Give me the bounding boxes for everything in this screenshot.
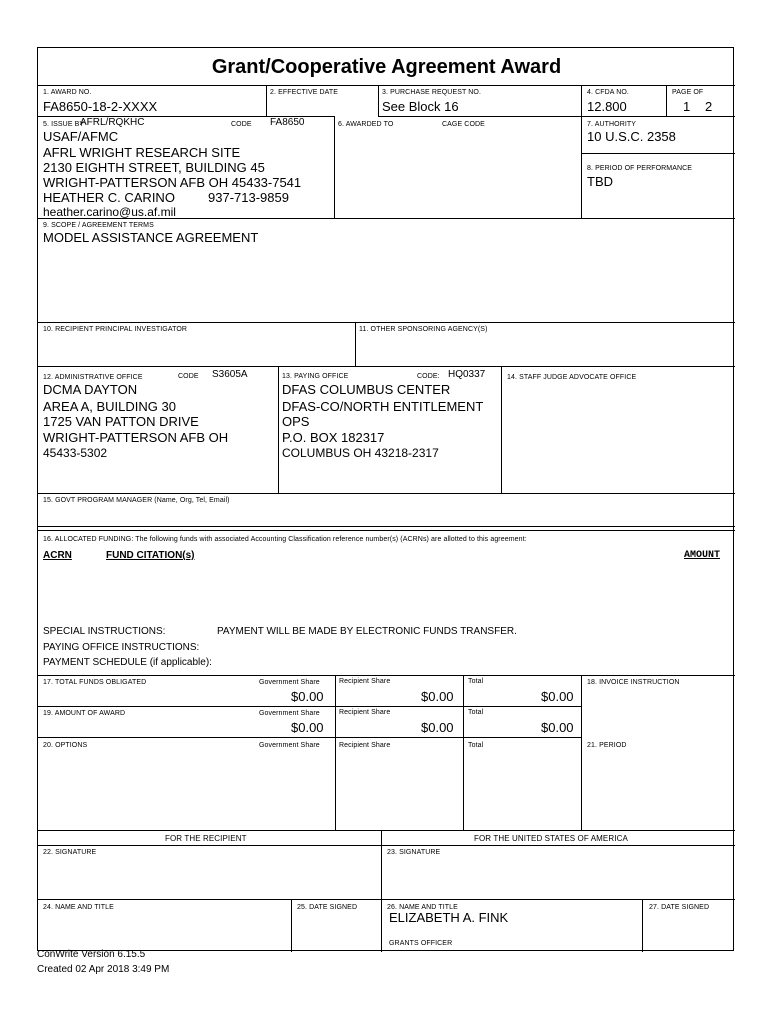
awarded-to-label: 6. AWARDED TO bbox=[338, 121, 394, 128]
scope-label: 9. SCOPE / AGREEMENT TERMS bbox=[43, 222, 154, 229]
scope-value: MODEL ASSISTANCE AGREEMENT bbox=[43, 230, 259, 245]
page-total: 2 bbox=[705, 99, 713, 114]
staff-judge-label: 14. STAFF JUDGE ADVOCATE OFFICE bbox=[507, 374, 637, 381]
award-gov-share: $0.00 bbox=[291, 720, 324, 735]
issue-by-office: AFRL/RQKHC bbox=[80, 117, 145, 128]
special-instructions-label: SPECIAL INSTRUCTIONS: bbox=[43, 626, 166, 637]
conwrite-version: ConWrite Version 6.15.5 bbox=[37, 949, 146, 960]
effective-date-label: 2. EFFECTIVE DATE bbox=[270, 89, 339, 96]
divider bbox=[642, 899, 643, 952]
divider bbox=[463, 675, 464, 830]
invoice-instruction-label: 18. INVOICE INSTRUCTION bbox=[587, 679, 680, 686]
issue-by-code-label: CODE bbox=[231, 121, 252, 128]
authority-value: 10 U.S.C. 2358 bbox=[587, 129, 676, 144]
paying-line: OPS bbox=[282, 414, 310, 429]
paying-office-label: 13. PAYING OFFICE bbox=[282, 373, 349, 380]
award-no-value: FA8650-18-2-XXXX bbox=[43, 99, 158, 114]
issue-by-line: AFRL WRIGHT RESEARCH SITE bbox=[43, 145, 241, 160]
divider bbox=[501, 366, 502, 493]
issue-by-email: heather.carino@us.af.mil bbox=[43, 205, 176, 219]
divider bbox=[581, 85, 582, 218]
cage-code-label: CAGE CODE bbox=[442, 121, 485, 128]
award-no-label: 1. AWARD NO. bbox=[43, 89, 92, 96]
divider bbox=[378, 85, 379, 116]
divider bbox=[278, 366, 279, 493]
admin-office-label: 12. ADMINISTRATIVE OFFICE bbox=[43, 374, 143, 381]
principal-investigator-label: 10. RECIPIENT PRINCIPAL INVESTIGATOR bbox=[43, 326, 188, 333]
divider bbox=[38, 706, 581, 707]
amount-of-award-label: 19. AMOUNT OF AWARD bbox=[43, 710, 126, 717]
issue-by-label: 5. ISSUE BY bbox=[43, 121, 85, 128]
gov-share-label: Government Share bbox=[259, 742, 320, 749]
divider bbox=[666, 85, 667, 116]
sponsoring-agency-label: 11. OTHER SPONSORING AGENCY(S) bbox=[359, 326, 488, 333]
gov-share-label: Government Share bbox=[259, 710, 320, 717]
divider bbox=[38, 85, 735, 86]
issue-by-line: 2130 EIGHTH STREET, BUILDING 45 bbox=[43, 160, 265, 175]
divider bbox=[38, 675, 735, 676]
admin-line: 1725 VAN PATTON DRIVE bbox=[43, 414, 199, 429]
amount-header: AMOUNT bbox=[684, 550, 721, 561]
cfda-value: 12.800 bbox=[587, 99, 627, 114]
divider bbox=[381, 830, 382, 952]
paying-code-label: CODE: bbox=[417, 373, 440, 380]
name-title-26-label: 26. NAME AND TITLE bbox=[387, 904, 458, 911]
special-instructions-value: PAYMENT WILL BE MADE BY ELECTRONIC FUNDS TRANSFER. bbox=[217, 626, 517, 637]
issue-by-line: USAF/AFMC bbox=[43, 129, 119, 144]
divider bbox=[38, 322, 735, 323]
paying-code: HQ0337 bbox=[448, 369, 486, 380]
created-date: Created 02 Apr 2018 3:49 PM bbox=[37, 964, 170, 975]
admin-line: AREA A, BUILDING 30 bbox=[43, 399, 176, 414]
name-title-24-label: 24. NAME AND TITLE bbox=[43, 904, 114, 911]
purchase-request-value: See Block 16 bbox=[382, 99, 459, 114]
program-manager-label: 15. GOVT PROGRAM MANAGER (Name, Org, Tel, Email) bbox=[43, 497, 230, 504]
total-total: $0.00 bbox=[541, 689, 574, 704]
paying-line: DFAS COLUMBUS CENTER bbox=[282, 382, 451, 397]
divider bbox=[38, 899, 735, 900]
divider bbox=[38, 530, 735, 531]
total-recipient-share: $0.00 bbox=[421, 689, 454, 704]
paying-line: DFAS-CO/NORTH ENTITLEMENT bbox=[282, 399, 484, 414]
allocated-funding-label: 16. ALLOCATED FUNDING: The following funds with associated Accounting Classification reference number(s) (ACRNs) are allotted to this agreement: bbox=[43, 536, 527, 543]
grants-officer-title: GRANTS OFFICER bbox=[389, 940, 453, 947]
total-gov-share: $0.00 bbox=[291, 689, 324, 704]
admin-line: WRIGHT-PATTERSON AFB OH bbox=[43, 430, 229, 445]
admin-line: 45433-5302 bbox=[43, 446, 108, 460]
award-total: $0.00 bbox=[541, 720, 574, 735]
total-label: Total bbox=[468, 709, 484, 716]
cfda-label: 4. CFDA NO. bbox=[587, 89, 629, 96]
total-label: Total bbox=[468, 742, 484, 749]
paying-office-instructions-label: PAYING OFFICE INSTRUCTIONS: bbox=[43, 642, 200, 653]
acrn-header: ACRN bbox=[43, 550, 72, 561]
divider bbox=[581, 153, 735, 154]
fund-citation-header: FUND CITATION(s) bbox=[106, 550, 195, 561]
signature-22-label: 22. SIGNATURE bbox=[43, 849, 97, 856]
divider bbox=[291, 899, 292, 952]
signature-23-label: 23. SIGNATURE bbox=[387, 849, 441, 856]
issue-by-line: WRIGHT-PATTERSON AFB OH 45433-7541 bbox=[43, 175, 302, 190]
divider bbox=[266, 85, 267, 116]
recipient-share-label: Recipient Share bbox=[339, 709, 391, 716]
page-current: 1 bbox=[683, 99, 691, 114]
usa-header: FOR THE UNITED STATES OF AMERICA bbox=[474, 834, 628, 843]
issue-by-contact-phone: 937-713-9859 bbox=[208, 190, 289, 205]
admin-line: DCMA DAYTON bbox=[43, 382, 138, 397]
award-recipient-share: $0.00 bbox=[421, 720, 454, 735]
recipient-share-label: Recipient Share bbox=[339, 742, 391, 749]
issue-by-code: FA8650 bbox=[270, 117, 305, 128]
divider bbox=[378, 116, 735, 117]
divider bbox=[334, 116, 335, 218]
total-label: Total bbox=[468, 678, 484, 685]
divider bbox=[38, 366, 735, 367]
grants-officer-name: ELIZABETH A. FINK bbox=[389, 910, 509, 925]
page-of-label: PAGE OF bbox=[672, 89, 704, 96]
issue-by-contact-name: HEATHER C. CARINO bbox=[43, 190, 175, 205]
admin-code-label: CODE bbox=[178, 373, 199, 380]
form-title: Grant/Cooperative Agreement Award bbox=[211, 56, 562, 78]
total-funds-label: 17. TOTAL FUNDS OBLIGATED bbox=[43, 679, 147, 686]
purchase-request-label: 3. PURCHASE REQUEST NO. bbox=[382, 89, 482, 96]
divider bbox=[38, 830, 735, 831]
date-signed-25-label: 25. DATE SIGNED bbox=[297, 904, 358, 911]
divider bbox=[38, 526, 735, 527]
authority-label: 7. AUTHORITY bbox=[587, 121, 637, 128]
award-form bbox=[37, 47, 734, 951]
divider bbox=[581, 675, 582, 830]
date-signed-27-label: 27. DATE SIGNED bbox=[649, 904, 710, 911]
period-label: 8. PERIOD OF PERFORMANCE bbox=[587, 165, 693, 172]
divider bbox=[335, 675, 336, 830]
period-21-label: 21. PERIOD bbox=[587, 742, 627, 749]
paying-line: P.O. BOX 182317 bbox=[282, 430, 385, 445]
divider bbox=[38, 737, 581, 738]
divider bbox=[355, 322, 356, 366]
divider bbox=[38, 493, 735, 494]
period-value: TBD bbox=[587, 174, 613, 189]
recipient-header: FOR THE RECIPIENT bbox=[165, 834, 247, 843]
gov-share-label: Government Share bbox=[259, 679, 320, 686]
divider bbox=[38, 845, 735, 846]
paying-line: COLUMBUS OH 43218-2317 bbox=[282, 446, 439, 460]
options-label: 20. OPTIONS bbox=[43, 742, 88, 749]
admin-code: S3605A bbox=[212, 369, 248, 380]
recipient-share-label: Recipient Share bbox=[339, 678, 391, 685]
payment-schedule-label: PAYMENT SCHEDULE (if applicable): bbox=[43, 657, 212, 668]
